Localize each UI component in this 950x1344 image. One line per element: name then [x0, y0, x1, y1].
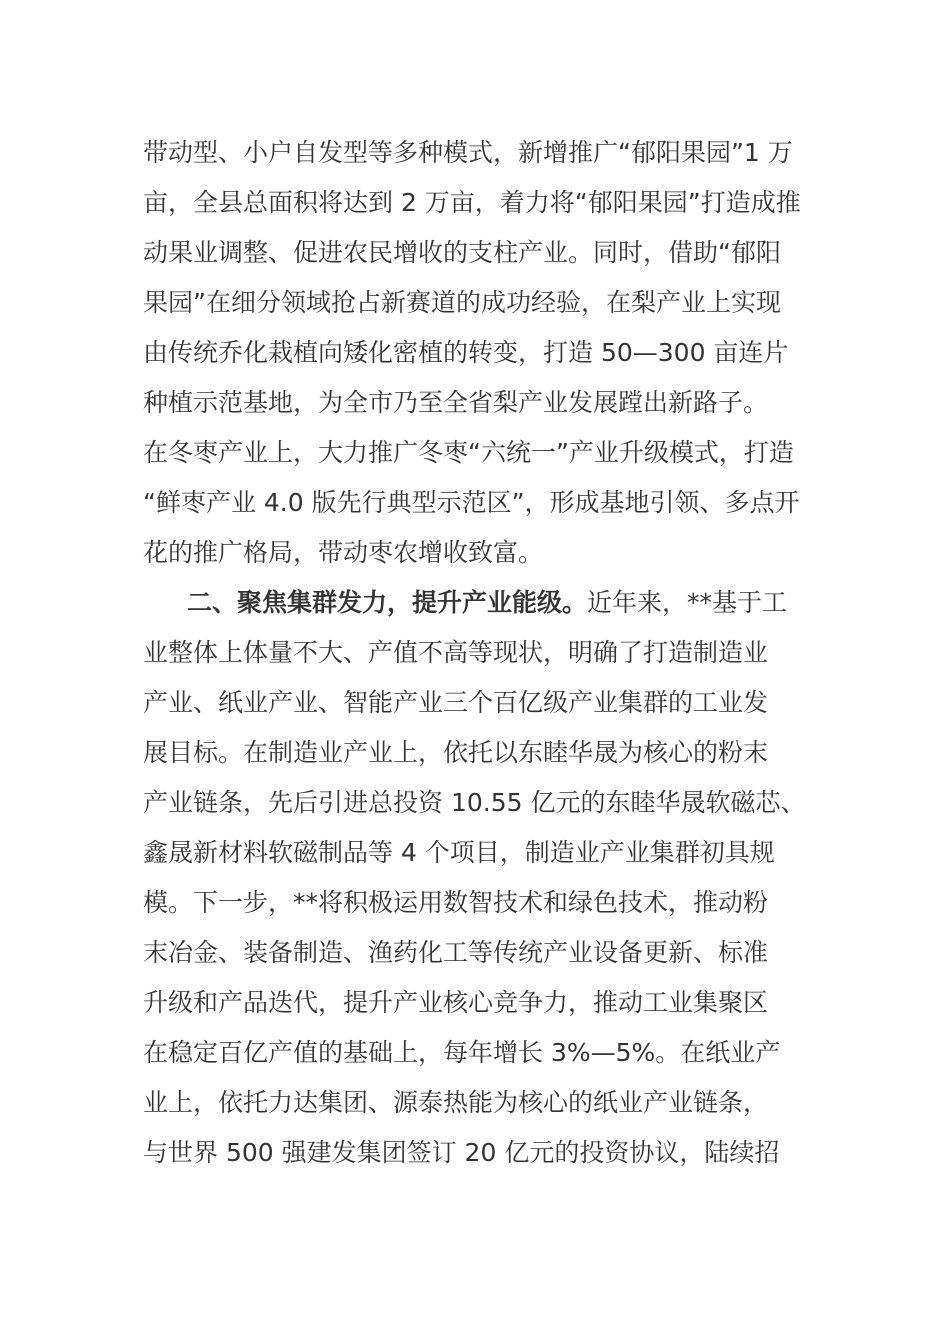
text-line: 种植示范基地，为全市乃至全省梨产业发展蹚出新路子。: [143, 388, 769, 417]
text-line: 产业、纸业产业、智能产业三个百亿级产业集群的工业发: [143, 688, 769, 717]
text-line: 果园”在细分领域抢占新赛道的成功经验，在梨产业上实现: [143, 288, 781, 317]
text-run: 近年来，**基于工: [587, 588, 788, 617]
text-line: 与世界 500 强建发集团签订 20 亿元的投资协议，陆续招: [143, 1138, 780, 1167]
paragraph-fruit-industry: [143, 128, 815, 578]
text-line: 亩，全县总面积将达到 2 万亩，着力将“郁阳果园”打造成推: [143, 188, 801, 217]
paragraph-first-line: [143, 578, 815, 628]
text-line: 鑫晟新材料软磁制品等 4 个项目，制造业产业集群初具规: [143, 838, 775, 867]
text-line: 业整体上体量不大、产值不高等现状，明确了打造制造业: [143, 638, 769, 667]
document-body: [143, 128, 815, 1178]
text-line: 升级和产品迭代，提升产业核心竞争力，推动工业集聚区: [143, 988, 769, 1017]
text-line: 业上，依托力达集团、源泰热能为核心的纸业产业链条，: [143, 1088, 769, 1117]
section-heading: 二、聚焦集群发力，提升产业能级。: [187, 588, 588, 617]
text-line: 动果业调整、促进农民增收的支柱产业。同时，借助“郁阳: [143, 238, 781, 267]
text-line: 在冬枣产业上，大力推广冬枣“六统一”产业升级模式，打造: [143, 438, 794, 467]
text-line: 产业链条，先后引进总投资 10.55 亿元的东睦华晟软磁芯、: [143, 788, 806, 817]
text-line: 模。下一步，**将积极运用数智技术和绿色技术，推动粉: [143, 888, 769, 917]
text-line: 带动型、小户自发型等多种模式，新增推广“郁阳果园”1 万: [143, 138, 793, 167]
text-line: 在稳定百亿产值的基础上，每年增长 3%—5%。在纸业产: [143, 1038, 781, 1067]
paragraph-industrial-clusters: [143, 578, 815, 1178]
text-line: 由传统乔化栽植向矮化密植的转变，打造 50—300 亩连片: [143, 338, 789, 367]
text-line: 展目标。在制造业产业上，依托以东睦华晟为核心的粉末: [143, 738, 769, 767]
text-line: 末冶金、装备制造、渔药化工等传统产业设备更新、标准: [143, 938, 769, 967]
text-line: “鲜枣产业 4.0 版先行典型示范区”，形成基地引领、多点开: [143, 488, 800, 517]
text-line: 花的推广格局，带动枣农增收致富。: [143, 538, 544, 567]
